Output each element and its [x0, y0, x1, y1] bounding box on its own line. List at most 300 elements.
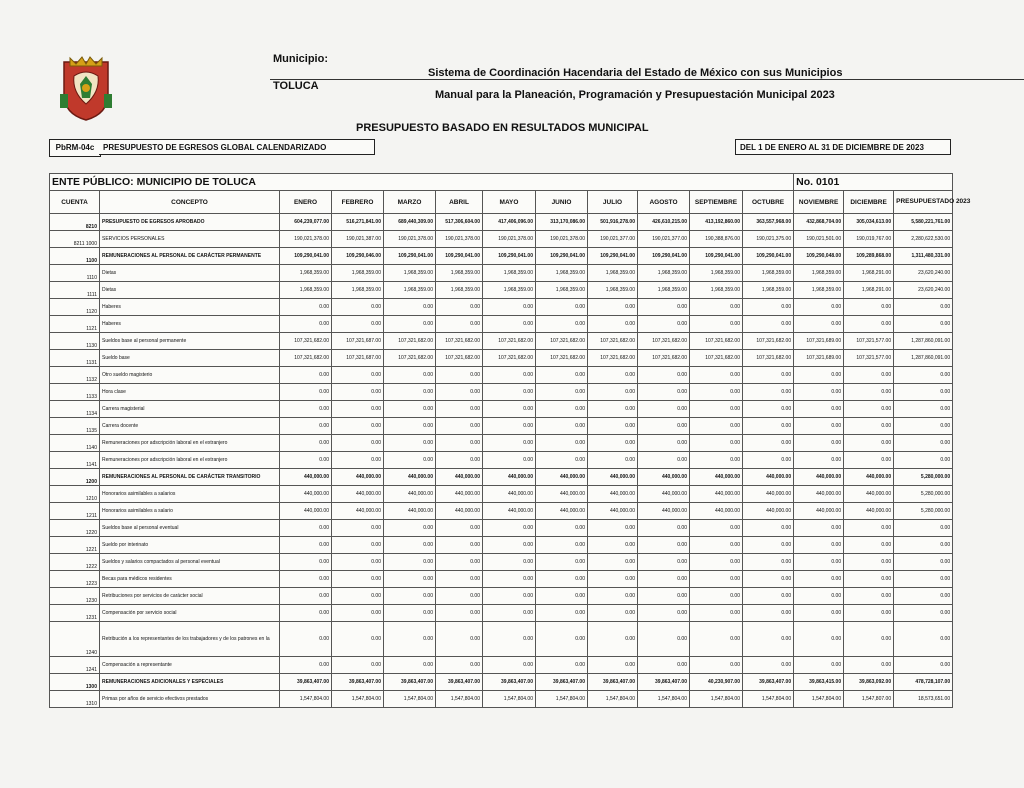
table-row [50, 674, 953, 691]
amount-cell: 1,968,359.00 [332, 282, 384, 299]
amount-cell: 0.00 [332, 657, 384, 674]
concepto-cell: Otro sueldo magisterio [100, 367, 280, 384]
report-title: PRESUPUESTO BASADO EN RESULTADOS MUNICIPAL [356, 122, 649, 134]
budget-table [49, 173, 971, 708]
amount-cell: 0.00 [894, 384, 953, 401]
amount-cell: 0.00 [844, 537, 894, 554]
amount-cell: 0.00 [384, 418, 436, 435]
amount-cell: 426,610,215.00 [638, 214, 690, 231]
amount-cell: 0.00 [332, 588, 384, 605]
column-header: ABRIL [436, 191, 483, 214]
amount-cell: 190,021,378.00 [483, 231, 536, 248]
amount-cell: 1,547,804.00 [690, 691, 743, 708]
concepto-cell: Compensación a representante [100, 657, 280, 674]
table-row [50, 299, 953, 316]
amount-cell: 39,863,407.00 [436, 674, 483, 691]
amount-cell: 0.00 [483, 435, 536, 452]
amount-cell: 440,000.00 [844, 503, 894, 520]
amount-cell: 0.00 [483, 571, 536, 588]
concepto-cell: Remuneraciones por adscripción laboral en el extranjero [100, 435, 280, 452]
cuenta-cell: 1231 [50, 605, 100, 622]
table-row [50, 537, 953, 554]
amount-cell: 440,000.00 [280, 469, 332, 486]
amount-cell: 1,547,804.00 [384, 691, 436, 708]
amount-cell: 1,968,359.00 [436, 282, 483, 299]
column-header: DICIEMBRE [844, 191, 894, 214]
form-code: PbRM-04c [49, 139, 101, 157]
amount-cell: 0.00 [536, 520, 588, 537]
column-header: OCTUBRE [743, 191, 794, 214]
amount-cell: 440,000.00 [280, 486, 332, 503]
amount-cell: 0.00 [794, 657, 844, 674]
amount-cell: 0.00 [844, 401, 894, 418]
amount-cell: 107,321,682.00 [483, 350, 536, 367]
amount-cell: 0.00 [743, 605, 794, 622]
amount-cell: 107,321,682.00 [588, 333, 638, 350]
amount-cell: 0.00 [436, 657, 483, 674]
cuenta-cell: 1132 [50, 367, 100, 384]
table-row [50, 571, 953, 588]
amount-cell: 0.00 [844, 605, 894, 622]
amount-cell: 1,968,359.00 [483, 282, 536, 299]
amount-cell: 0.00 [844, 435, 894, 452]
cuenta-cell: 1310 [50, 691, 100, 708]
amount-cell: 440,000.00 [588, 503, 638, 520]
amount-cell: 0.00 [743, 418, 794, 435]
amount-cell: 0.00 [384, 520, 436, 537]
amount-cell: 40,230,907.00 [690, 674, 743, 691]
amount-cell: 501,916,278.00 [588, 214, 638, 231]
amount-cell: 1,547,804.00 [280, 691, 332, 708]
amount-cell: 0.00 [436, 367, 483, 384]
cuenta-cell: 1223 [50, 571, 100, 588]
amount-cell: 0.00 [483, 588, 536, 605]
column-headers [50, 191, 953, 214]
amount-cell: 440,000.00 [436, 503, 483, 520]
amount-cell: 0.00 [690, 622, 743, 657]
concepto-cell: Compensación por servicio social [100, 605, 280, 622]
amount-cell: 0.00 [894, 316, 953, 333]
amount-cell: 190,019,767.00 [844, 231, 894, 248]
amount-cell: 190,021,387.00 [332, 231, 384, 248]
concepto-cell: REMUNERACIONES AL PERSONAL DE CARÁCTER TRANSITORIO [100, 469, 280, 486]
amount-cell: 417,406,096.00 [483, 214, 536, 231]
amount-cell: 0.00 [743, 452, 794, 469]
amount-cell: 689,440,309.00 [384, 214, 436, 231]
amount-cell: 440,000.00 [536, 469, 588, 486]
amount-cell: 107,321,682.00 [536, 350, 588, 367]
amount-cell: 0.00 [894, 588, 953, 605]
amount-cell: 107,321,682.00 [690, 350, 743, 367]
toluca-coat-of-arms-icon [56, 54, 116, 122]
cuenta-cell: 1110 [50, 265, 100, 282]
amount-cell: 0.00 [280, 316, 332, 333]
amount-cell: 39,863,407.00 [483, 674, 536, 691]
amount-cell: 39,863,407.00 [743, 674, 794, 691]
amount-cell: 107,321,682.00 [483, 333, 536, 350]
table-row [50, 605, 953, 622]
amount-cell: 516,271,841.00 [332, 214, 384, 231]
amount-cell: 0.00 [384, 316, 436, 333]
amount-cell: 1,968,359.00 [638, 282, 690, 299]
amount-cell: 0.00 [638, 605, 690, 622]
amount-cell: 0.00 [436, 588, 483, 605]
amount-cell: 0.00 [436, 622, 483, 657]
amount-cell: 0.00 [332, 537, 384, 554]
table-row [50, 214, 953, 231]
amount-cell: 0.00 [536, 401, 588, 418]
amount-cell: 440,000.00 [588, 486, 638, 503]
amount-cell: 0.00 [536, 605, 588, 622]
amount-cell: 0.00 [436, 571, 483, 588]
amount-cell: 190,021,377.00 [638, 231, 690, 248]
amount-cell: 107,321,682.00 [638, 333, 690, 350]
amount-cell: 0.00 [536, 418, 588, 435]
cuenta-cell: 1121 [50, 316, 100, 333]
amount-cell: 0.00 [588, 316, 638, 333]
cuenta-cell: 1210 [50, 486, 100, 503]
amount-cell: 0.00 [536, 316, 588, 333]
table-row [50, 520, 953, 537]
table-row [50, 384, 953, 401]
amount-cell: 5,280,000.00 [894, 503, 953, 520]
amount-cell: 0.00 [690, 520, 743, 537]
amount-cell: 0.00 [384, 588, 436, 605]
amount-cell: 0.00 [690, 418, 743, 435]
amount-cell: 0.00 [894, 418, 953, 435]
amount-cell: 363,557,968.00 [743, 214, 794, 231]
cuenta-cell: 1134 [50, 401, 100, 418]
amount-cell: 39,863,407.00 [588, 674, 638, 691]
amount-cell: 440,000.00 [794, 486, 844, 503]
amount-cell: 440,000.00 [384, 503, 436, 520]
amount-cell: 0.00 [536, 588, 588, 605]
amount-cell: 604,239,077.00 [280, 214, 332, 231]
amount-cell: 0.00 [483, 622, 536, 657]
amount-cell: 0.00 [638, 554, 690, 571]
concepto-cell: PRESUPUESTO DE EGRESOS APROBADO [100, 214, 280, 231]
concepto-cell: Becas para médicos residentes [100, 571, 280, 588]
amount-cell: 440,000.00 [280, 503, 332, 520]
amount-cell: 0.00 [436, 435, 483, 452]
amount-cell: 0.00 [794, 605, 844, 622]
amount-cell: 1,968,359.00 [280, 265, 332, 282]
amount-cell: 1,547,804.00 [436, 691, 483, 708]
amount-cell: 190,021,377.00 [588, 231, 638, 248]
amount-cell: 0.00 [536, 657, 588, 674]
amount-cell: 2,280,622,530.00 [894, 231, 953, 248]
amount-cell: 0.00 [280, 418, 332, 435]
amount-cell: 0.00 [844, 571, 894, 588]
amount-cell: 1,287,860,091.00 [894, 350, 953, 367]
amount-cell: 107,321,682.00 [384, 350, 436, 367]
amount-cell: 0.00 [436, 452, 483, 469]
manual-title: Manual para la Planeación, Programación y Presupuestación Municipal 2023 [435, 89, 835, 101]
amount-cell: 0.00 [483, 401, 536, 418]
concepto-cell: Sueldos base al personal permanente [100, 333, 280, 350]
amount-cell: 109,290,041.00 [384, 248, 436, 265]
amount-cell: 0.00 [280, 588, 332, 605]
amount-cell: 39,863,407.00 [280, 674, 332, 691]
concepto-cell: Carrera docente [100, 418, 280, 435]
amount-cell: 0.00 [384, 622, 436, 657]
concepto-cell: Hora clase [100, 384, 280, 401]
amount-cell: 0.00 [794, 554, 844, 571]
amount-cell: 0.00 [384, 605, 436, 622]
amount-cell: 107,321,689.00 [794, 350, 844, 367]
amount-cell: 517,306,604.00 [436, 214, 483, 231]
amount-cell: 1,968,359.00 [280, 282, 332, 299]
amount-cell: 107,321,682.00 [690, 333, 743, 350]
amount-cell: 1,547,804.00 [536, 691, 588, 708]
amount-cell: 0.00 [894, 605, 953, 622]
amount-cell: 0.00 [894, 554, 953, 571]
amount-cell: 0.00 [280, 571, 332, 588]
concepto-cell: Sueldo base [100, 350, 280, 367]
amount-cell: 0.00 [894, 299, 953, 316]
amount-cell: 440,000.00 [436, 469, 483, 486]
amount-cell: 0.00 [588, 452, 638, 469]
amount-cell: 0.00 [638, 418, 690, 435]
amount-cell: 1,968,359.00 [743, 265, 794, 282]
amount-cell: 0.00 [743, 554, 794, 571]
amount-cell: 107,321,682.00 [743, 350, 794, 367]
amount-cell: 440,000.00 [332, 469, 384, 486]
column-header: SEPTIEMBRE [690, 191, 743, 214]
cuenta-cell: 1300 [50, 674, 100, 691]
amount-cell: 0.00 [588, 384, 638, 401]
amount-cell: 0.00 [332, 452, 384, 469]
amount-cell: 0.00 [690, 605, 743, 622]
amount-cell: 0.00 [894, 435, 953, 452]
amount-cell: 39,863,092.00 [844, 674, 894, 691]
amount-cell: 0.00 [690, 435, 743, 452]
amount-cell: 1,547,807.00 [844, 691, 894, 708]
concepto-cell: Sueldos base al personal eventual [100, 520, 280, 537]
amount-cell: 0.00 [332, 316, 384, 333]
amount-cell: 0.00 [588, 299, 638, 316]
amount-cell: 0.00 [743, 537, 794, 554]
amount-cell: 0.00 [690, 316, 743, 333]
amount-cell: 440,000.00 [690, 469, 743, 486]
amount-cell: 190,021,378.00 [280, 231, 332, 248]
cuenta-cell: 1133 [50, 384, 100, 401]
amount-cell: 440,000.00 [844, 486, 894, 503]
amount-cell: 0.00 [483, 554, 536, 571]
table-row [50, 486, 953, 503]
amount-cell: 0.00 [638, 452, 690, 469]
amount-cell: 1,547,804.00 [588, 691, 638, 708]
amount-cell: 0.00 [794, 571, 844, 588]
amount-cell: 0.00 [384, 299, 436, 316]
amount-cell: 1,968,359.00 [536, 282, 588, 299]
amount-cell: 0.00 [536, 452, 588, 469]
amount-cell: 0.00 [844, 520, 894, 537]
amount-cell: 5,280,000.00 [894, 486, 953, 503]
amount-cell: 0.00 [280, 622, 332, 657]
amount-cell: 0.00 [743, 299, 794, 316]
amount-cell: 39,863,407.00 [332, 674, 384, 691]
amount-cell: 1,968,359.00 [690, 282, 743, 299]
table-body [50, 214, 953, 708]
amount-cell: 107,321,682.00 [280, 350, 332, 367]
amount-cell: 109,290,041.00 [743, 248, 794, 265]
amount-cell: 0.00 [332, 622, 384, 657]
table-row [50, 452, 953, 469]
amount-cell: 1,968,359.00 [794, 265, 844, 282]
amount-cell: 0.00 [384, 657, 436, 674]
amount-cell: 0.00 [280, 537, 332, 554]
amount-cell: 1,547,804.00 [743, 691, 794, 708]
amount-cell: 0.00 [894, 520, 953, 537]
amount-cell: 109,290,041.00 [536, 248, 588, 265]
amount-cell: 0.00 [638, 622, 690, 657]
table-row [50, 588, 953, 605]
concepto-cell: Primas por años de servicio efectivos prestados [100, 691, 280, 708]
concepto-cell: REMUNERACIONES AL PERSONAL DE CARÁCTER PERMANENTE [100, 248, 280, 265]
amount-cell: 0.00 [384, 571, 436, 588]
amount-cell: 0.00 [794, 622, 844, 657]
column-header: PRESUPUESTADO 2023 [894, 191, 953, 214]
amount-cell: 0.00 [743, 316, 794, 333]
amount-cell: 0.00 [536, 367, 588, 384]
table-row [50, 418, 953, 435]
amount-cell: 0.00 [332, 520, 384, 537]
amount-cell: 109,290,041.00 [638, 248, 690, 265]
amount-cell: 0.00 [332, 605, 384, 622]
amount-cell: 0.00 [384, 537, 436, 554]
amount-cell: 440,000.00 [743, 486, 794, 503]
table-row [50, 554, 953, 571]
amount-cell: 0.00 [280, 401, 332, 418]
amount-cell: 440,000.00 [536, 503, 588, 520]
cuenta-cell: 1100 [50, 248, 100, 265]
amount-cell: 0.00 [280, 657, 332, 674]
concepto-cell: Honorarios asimilables a salarios [100, 486, 280, 503]
amount-cell: 0.00 [743, 622, 794, 657]
amount-cell: 0.00 [690, 554, 743, 571]
amount-cell: 0.00 [894, 367, 953, 384]
table-row [50, 435, 953, 452]
amount-cell: 440,000.00 [638, 486, 690, 503]
amount-cell: 107,321,682.00 [436, 350, 483, 367]
amount-cell: 0.00 [588, 657, 638, 674]
amount-cell: 0.00 [436, 418, 483, 435]
cuenta-cell: 1140 [50, 435, 100, 452]
amount-cell: 0.00 [844, 588, 894, 605]
amount-cell: 0.00 [536, 554, 588, 571]
period-label: DEL 1 DE ENERO AL 31 DE DICIEMBRE DE 2023 [735, 139, 951, 155]
amount-cell: 0.00 [280, 435, 332, 452]
numero-label: No. 0101 [794, 174, 953, 191]
cuenta-cell: 1222 [50, 554, 100, 571]
amount-cell: 1,311,480,331.00 [894, 248, 953, 265]
amount-cell: 0.00 [894, 657, 953, 674]
amount-cell: 0.00 [483, 520, 536, 537]
amount-cell: 0.00 [536, 622, 588, 657]
amount-cell: 0.00 [794, 435, 844, 452]
amount-cell: 305,034,613.00 [844, 214, 894, 231]
amount-cell: 0.00 [332, 401, 384, 418]
amount-cell: 0.00 [894, 622, 953, 657]
amount-cell: 0.00 [743, 588, 794, 605]
amount-cell: 0.00 [844, 367, 894, 384]
amount-cell: 0.00 [844, 384, 894, 401]
amount-cell: 0.00 [743, 435, 794, 452]
cuenta-cell: 1241 [50, 657, 100, 674]
table-row [50, 316, 953, 333]
amount-cell: 1,968,359.00 [384, 282, 436, 299]
amount-cell: 0.00 [436, 554, 483, 571]
amount-cell: 0.00 [588, 571, 638, 588]
cuenta-cell: 1130 [50, 333, 100, 350]
amount-cell: 1,547,804.00 [483, 691, 536, 708]
amount-cell: 1,968,359.00 [436, 265, 483, 282]
amount-cell: 109,290,048.00 [794, 248, 844, 265]
amount-cell: 1,287,860,091.00 [894, 333, 953, 350]
amount-cell: 109,289,868.00 [844, 248, 894, 265]
table-row [50, 691, 953, 708]
amount-cell: 0.00 [436, 537, 483, 554]
table-row [50, 469, 953, 486]
cuenta-cell: 1141 [50, 452, 100, 469]
cuenta-cell: 8210 [50, 214, 100, 231]
amount-cell: 0.00 [483, 605, 536, 622]
column-header: MARZO [384, 191, 436, 214]
amount-cell: 440,000.00 [638, 503, 690, 520]
amount-cell: 0.00 [743, 401, 794, 418]
amount-cell: 0.00 [743, 384, 794, 401]
amount-cell: 440,000.00 [794, 469, 844, 486]
amount-cell: 0.00 [690, 657, 743, 674]
amount-cell: 440,000.00 [690, 486, 743, 503]
cuenta-cell: 1131 [50, 350, 100, 367]
amount-cell: 440,000.00 [794, 503, 844, 520]
system-title: Sistema de Coordinación Hacendaria del Estado de México con sus Municipios [428, 67, 843, 79]
amount-cell: 1,968,359.00 [638, 265, 690, 282]
amount-cell: 0.00 [894, 571, 953, 588]
cuenta-cell: 1111 [50, 282, 100, 299]
amount-cell: 1,968,359.00 [483, 265, 536, 282]
amount-cell: 23,620,240.00 [894, 265, 953, 282]
amount-cell: 0.00 [894, 537, 953, 554]
column-header: MAYO [483, 191, 536, 214]
table-row [50, 367, 953, 384]
amount-cell: 0.00 [794, 384, 844, 401]
amount-cell: 1,968,359.00 [332, 265, 384, 282]
amount-cell: 0.00 [280, 299, 332, 316]
amount-cell: 1,968,291.00 [844, 282, 894, 299]
column-header: CUENTA [50, 191, 100, 214]
amount-cell: 0.00 [638, 657, 690, 674]
amount-cell: 0.00 [384, 401, 436, 418]
concepto-cell: REMUNERACIONES ADICIONALES Y ESPECIALES [100, 674, 280, 691]
amount-cell: 109,290,041.00 [436, 248, 483, 265]
amount-cell: 0.00 [638, 367, 690, 384]
amount-cell: 23,620,240.00 [894, 282, 953, 299]
amount-cell: 107,321,682.00 [384, 333, 436, 350]
concepto-cell: Retribuciones por servicios de carácter social [100, 588, 280, 605]
amount-cell: 0.00 [536, 537, 588, 554]
column-header: JULIO [588, 191, 638, 214]
amount-cell: 0.00 [794, 537, 844, 554]
concepto-cell: Remuneraciones por adscripción laboral en el extranjero [100, 452, 280, 469]
amount-cell: 1,968,359.00 [588, 282, 638, 299]
amount-cell: 190,388,876.00 [690, 231, 743, 248]
ente-publico: ENTE PÚBLICO: MUNICIPIO DE TOLUCA [50, 174, 794, 191]
amount-cell: 0.00 [332, 554, 384, 571]
concepto-cell: Dietas [100, 265, 280, 282]
